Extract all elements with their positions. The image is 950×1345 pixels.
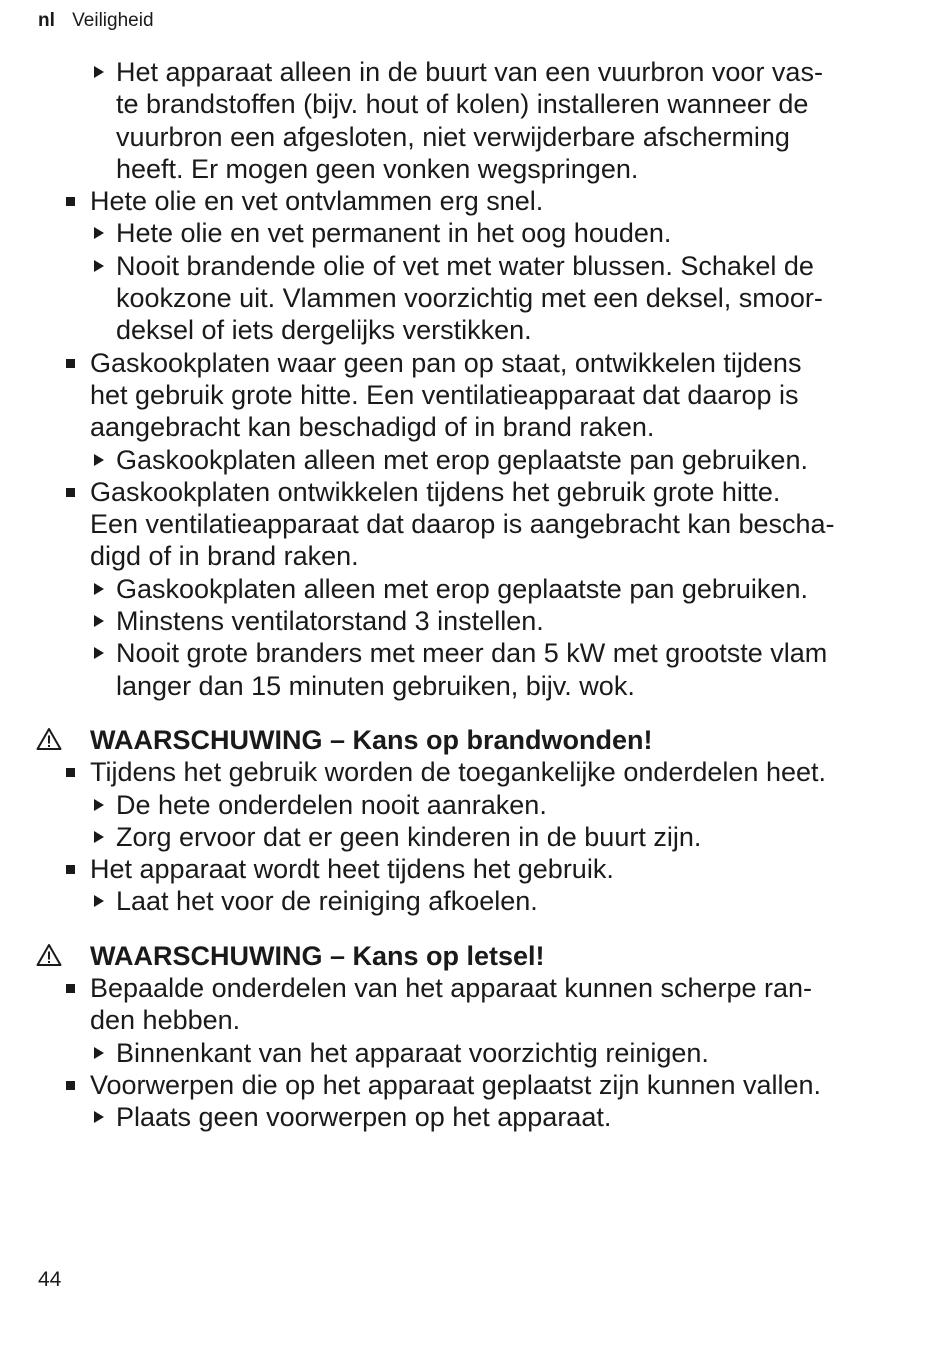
safety-content (64, 56, 904, 1134)
line-text: Gaskookplaten alleen met erop geplaatste pan gebruiken. (116, 573, 808, 604)
line-text: het gebruik grote hitte. Een ventilatieapparaat dat daarop is (90, 379, 799, 410)
line-text: Gaskookplaten ontwikkelen tijdens het gebruik grote hitte. (90, 476, 781, 507)
bullet-item (64, 347, 904, 379)
line-text: Het apparaat wordt heet tijdens het gebruik. (90, 854, 614, 885)
triangle-arrow-icon (94, 227, 104, 239)
continuation-line (64, 282, 904, 314)
action-item (64, 885, 904, 917)
warning-heading (64, 724, 904, 756)
triangle-arrow-icon (94, 895, 104, 907)
continuation-line (64, 1004, 904, 1036)
triangle-arrow-icon (94, 1047, 104, 1059)
line-text: langer dan 15 minuten gebruiken, bijv. wok. (116, 670, 635, 701)
continuation-line (64, 379, 904, 411)
triangle-arrow-icon (94, 1111, 104, 1123)
continuation-line (64, 314, 904, 346)
line-text: WAARSCHUWING – Kans op letsel! (90, 940, 545, 971)
line-text: Minstens ventilatorstand 3 instellen. (116, 606, 544, 637)
triangle-arrow-icon (94, 260, 104, 272)
bullet-item (64, 756, 904, 788)
bullet-item (64, 853, 904, 885)
bullet-item (64, 972, 904, 1004)
language-label: nl (38, 10, 55, 31)
action-item (64, 444, 904, 476)
line-text: Nooit grote branders met meer dan 5 kW met grootste vlam (116, 638, 828, 669)
action-item (64, 250, 904, 282)
line-text: Gaskookplaten waar geen pan op staat, ontwikkelen tijdens (90, 347, 802, 378)
continuation-line (64, 670, 904, 702)
line-text: digd of in brand raken. (90, 541, 359, 572)
continuation-line (64, 121, 904, 153)
action-item (64, 56, 904, 88)
action-item (64, 789, 904, 821)
line-text: Nooit brandende olie of vet met water blussen. Schakel de (116, 250, 814, 281)
square-bullet-icon (66, 768, 75, 777)
line-text: Zorg ervoor dat er geen kinderen in de buurt zijn. (116, 821, 702, 852)
triangle-arrow-icon (94, 66, 104, 78)
square-bullet-icon (66, 865, 75, 874)
warning-triangle-icon (36, 726, 62, 758)
action-item (64, 1101, 904, 1133)
triangle-arrow-icon (94, 831, 104, 843)
line-text: Een ventilatieapparaat dat daarop is aangebracht kan bescha- (90, 509, 835, 540)
line-text: Gaskookplaten alleen met erop geplaatste pan gebruiken. (116, 444, 808, 475)
action-item (64, 637, 904, 669)
line-text: te brandstoffen (bijv. hout of kolen) installeren wanneer de (116, 89, 809, 120)
line-text: Laat het voor de reiniging afkoelen. (116, 886, 538, 917)
triangle-arrow-icon (94, 647, 104, 659)
section-title: Veiligheid (72, 10, 154, 31)
triangle-arrow-icon (94, 615, 104, 627)
page-number: 44 (38, 1268, 62, 1291)
bullet-item (64, 476, 904, 508)
warning-heading (64, 940, 904, 972)
triangle-arrow-icon (94, 799, 104, 811)
square-bullet-icon (66, 984, 75, 993)
square-bullet-icon (66, 197, 75, 206)
continuation-line (64, 153, 904, 185)
line-text: den hebben. (90, 1005, 241, 1036)
line-text: Hete olie en vet ontvlammen erg snel. (90, 186, 544, 217)
triangle-arrow-icon (94, 583, 104, 595)
line-text: WAARSCHUWING – Kans op brandwonden! (90, 724, 653, 755)
continuation-line (64, 411, 904, 443)
bullet-item (64, 185, 904, 217)
line-text: Voorwerpen die op het apparaat geplaatst zijn kunnen vallen. (90, 1069, 822, 1100)
warning-triangle-icon (36, 942, 62, 974)
continuation-line (64, 508, 904, 540)
line-text: De hete onderdelen nooit aanraken. (116, 789, 547, 820)
action-item (64, 1037, 904, 1069)
square-bullet-icon (66, 1081, 75, 1090)
line-text: Binnenkant van het apparaat voorzichtig reinigen. (116, 1037, 709, 1068)
bullet-item (64, 1069, 904, 1101)
line-text: Bepaalde onderdelen van het apparaat kunnen scherpe ran- (90, 973, 813, 1004)
action-item (64, 821, 904, 853)
line-text: Tijdens het gebruik worden de toegankelijke onderdelen heet. (90, 757, 827, 788)
line-text: heeft. Er mogen geen vonken wegspringen. (116, 153, 639, 184)
continuation-line (64, 540, 904, 572)
line-text: vuurbron een afgesloten, niet verwijderbare afscherming (116, 121, 790, 152)
line-text: kookzone uit. Vlammen voorzichtig met een deksel, smoor- (116, 283, 823, 314)
line-text: aangebracht kan beschadigd of in brand raken. (90, 412, 655, 443)
line-text: Het apparaat alleen in de buurt van een vuurbron voor vas- (116, 57, 823, 87)
line-text: Hete olie en vet permanent in het oog houden. (116, 218, 672, 249)
action-item (64, 573, 904, 605)
line-text: deksel of iets dergelijks verstikken. (116, 315, 532, 346)
square-bullet-icon (66, 359, 75, 368)
continuation-line (64, 88, 904, 120)
page-header (38, 10, 154, 32)
line-text: Plaats geen voorwerpen op het apparaat. (116, 1102, 612, 1133)
square-bullet-icon (66, 488, 75, 497)
action-item (64, 605, 904, 637)
action-item (64, 217, 904, 249)
triangle-arrow-icon (94, 454, 104, 466)
